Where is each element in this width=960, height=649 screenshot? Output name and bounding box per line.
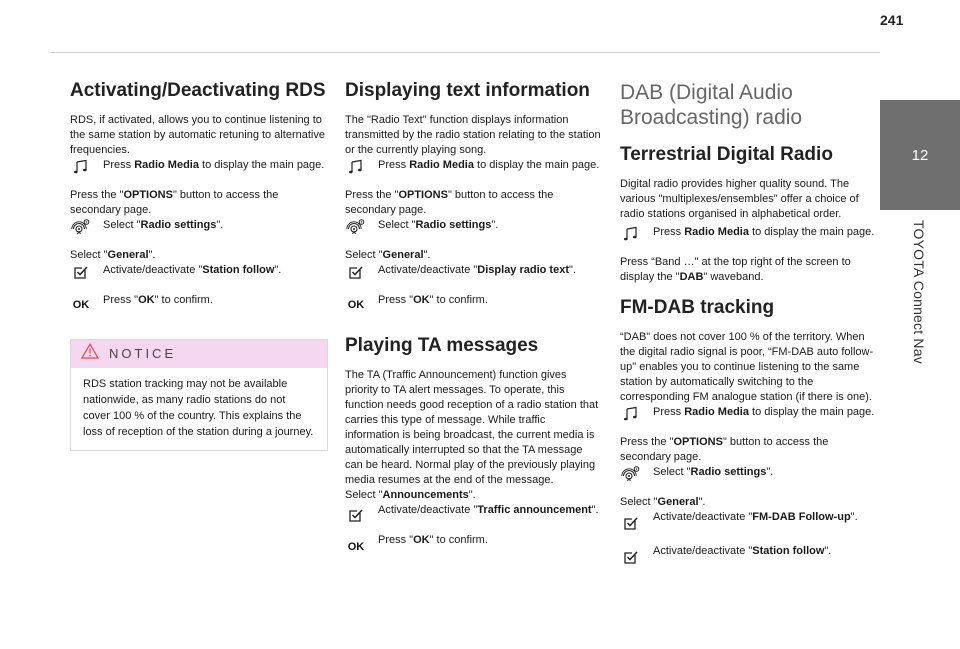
notice-body: [71, 368, 327, 450]
ok-icon: OK: [347, 541, 365, 554]
notice-box: [70, 339, 328, 451]
step-press-radio-media: Press Radio Media to display the main page.: [70, 158, 328, 188]
fm-dab-general: Select "General".: [620, 495, 706, 508]
ta-announcements: Select "Announcements".: [345, 488, 476, 501]
step-toggle-fm-dab-follow-up: Activate/deactivate "FM-DAB Follow-up".: [620, 510, 878, 540]
section-title-dab: DAB (Digital Audio Broadcasting) radio: [620, 81, 803, 130]
step-press-radio-media-2: Press Radio Media to display the main page.: [620, 405, 878, 435]
column-rds: [70, 80, 328, 451]
step-toggle-station-follow: Activate/deactivate "Station follow".: [620, 544, 878, 574]
radio-settings-icon: [70, 218, 92, 236]
fm-dab-text: “DAB" does not cover 100 % of the territory. When the digital radio signal is poor, “FM-DAB auto follow-up" enables you to continue listening to the same station by automatically switching to the corresponding FM analogue station (if there is one).: [620, 330, 874, 403]
section-title-rds: Activating/Deactivating RDS: [70, 80, 326, 101]
rds-options: Press the "OPTIONS" button to access the secondary page.: [70, 188, 279, 216]
ok-icon: OK: [72, 299, 90, 312]
ta-text: The TA (Traffic Announcement) function gives priority to TA alert messages. To operate, this function needs good reception of a radio station that carries this type of message. While traffic information is being broadcast, the current media is automatically interrupted so that the TA message can be heard. Normal play of the previously playing media resumes at the end of the message.: [345, 368, 599, 486]
step-confirm-ok: OK Press "OK" to confirm.: [345, 293, 601, 323]
ok-icon: OK: [347, 299, 365, 312]
notice-header: [71, 340, 327, 368]
notice-text: RDS station tracking may not be available nationwide, as many radio stations do not cover 100 % of the country. This explains the loss of reception of the station during a journey.: [83, 377, 314, 438]
step-toggle-display-radio-text: Activate/deactivate "Display radio text".: [345, 263, 601, 293]
section-title-text-info: Displaying text information: [345, 80, 590, 101]
text-info-options: Press the "OPTIONS" button to access the secondary page.: [345, 188, 554, 216]
header-rule: [50, 52, 880, 53]
step-toggle-traffic-announcement: Activate/deactivate "Traffic announcement".: [345, 503, 601, 533]
text-info-intro: The "Radio Text" function displays information transmitted by the radio station relating to the station or the currently playing song.: [345, 113, 601, 156]
music-note-icon: [70, 158, 92, 176]
step-press-radio-media: Press Radio Media to display the main page.: [620, 225, 878, 255]
radio-settings-icon: [345, 218, 367, 236]
step-confirm-ok-ta: OK Press "OK" to confirm.: [345, 533, 601, 563]
checkbox-icon: [345, 506, 367, 524]
column-dab: [620, 80, 878, 574]
rds-intro: RDS, if activated, allows you to continue listening to the same station by automatic retuning to alternative frequencies.: [70, 113, 325, 156]
music-note-icon: [345, 158, 367, 176]
step-toggle-station-follow: Activate/deactivate "Station follow".: [70, 263, 328, 293]
radio-settings-icon: [620, 465, 642, 483]
page-number: 241: [880, 12, 904, 28]
fm-dab-options: Press the "OPTIONS" button to access the secondary page.: [620, 435, 829, 463]
text-info-general: Select "General".: [345, 248, 431, 261]
rds-general: Select "General".: [70, 248, 156, 261]
checkbox-icon: [620, 548, 642, 566]
step-select-radio-settings: Select "Radio settings".: [620, 465, 878, 495]
step-press-radio-media: Press Radio Media to display the main page.: [345, 158, 601, 188]
music-note-icon: [620, 225, 642, 243]
chapter-tab: [880, 100, 960, 210]
step-select-radio-settings: Select "Radio settings".: [345, 218, 601, 248]
checkbox-icon: [70, 263, 92, 281]
chapter-number: 12: [911, 146, 929, 164]
warning-triangle-icon: [81, 343, 99, 364]
column-text-info: [345, 80, 601, 563]
notice-title: NOTICE: [109, 346, 177, 362]
section-subtitle-terrestrial: Terrestrial Digital Radio: [620, 144, 833, 166]
chapter-label-text: TOYOTA Connect Nav: [911, 220, 927, 364]
dab-intro: Digital radio provides higher quality sound. The various "multiplexes/ensembles" offer a choice of radio stations organised in alphabetical order.: [620, 178, 859, 221]
dab-band: Press “Band …" at the top right of the screen to display the "DAB" waveband.: [620, 256, 851, 284]
chapter-label: [905, 210, 935, 630]
checkbox-icon: [345, 263, 367, 281]
section-title-fm-dab: FM-DAB tracking: [620, 297, 775, 319]
music-note-icon: [620, 405, 642, 423]
step-select-radio-settings: Select "Radio settings".: [70, 218, 328, 248]
step-confirm-ok: OK Press "OK" to confirm.: [70, 293, 328, 323]
checkbox-icon: [620, 514, 642, 532]
section-title-ta: Playing TA messages: [345, 334, 539, 356]
